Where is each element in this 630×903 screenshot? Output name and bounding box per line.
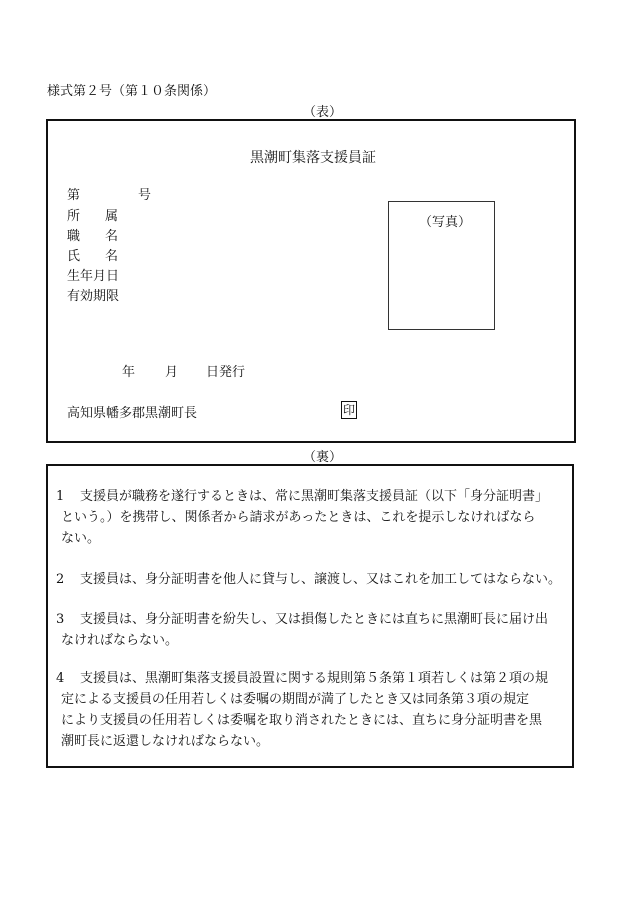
form-title: 様式第２号（第１０条関係） [47,84,217,99]
back-item-line: ない。 [61,531,101,546]
back-item-line: 支援員は、黒潮町集落支援員設置に関する規則第５条第１項若しくは第２項の規 [80,671,549,686]
back-item-line: により支援員の任用若しくは委嘱を取り消されたときには、直ちに身分証明書を黒 [61,713,543,728]
back-item-1 [56,486,566,549]
issue-month: 月 [165,365,179,380]
card-back [46,464,574,768]
back-item-line: 定による支援員の任用若しくは委嘱の期間が満了したとき又は同条第３項の規定 [61,692,530,707]
card-number-prefix: 第 [67,188,81,203]
field-affiliation-char-1: 所 [67,209,81,224]
field-affiliation-char-2: 属 [105,209,119,224]
back-item-4 [56,668,566,752]
field-expiry: 有効期限 [67,289,120,304]
back-item-line: 支援員は、身分証明書を紛失し、又は損傷したときには直ちに黒潮町長に届け出 [80,612,549,627]
issuer: 高知県幡多郡黒潮町長 [67,406,198,421]
card-title: 黒潮町集落支援員証 [250,150,376,166]
back-item-number: 1 [56,489,65,504]
photo-frame [388,201,495,330]
back-item-line: なければならない。 [61,633,179,648]
field-birthdate: 生年月日 [67,269,120,284]
back-item-number: 4 [56,671,65,686]
issue-day: 日発行 [206,365,246,380]
field-position-char-2: 名 [105,229,119,244]
field-name-char-2: 名 [105,249,119,264]
front-label: （表） [303,105,343,120]
back-item-number: 2 [56,572,65,587]
field-position-char-1: 職 [67,229,81,244]
field-name-char-1: 氏 [67,249,81,264]
photo-label: （写真） [419,215,472,230]
back-item-line: 潮町長に返還しなければならない。 [61,734,270,749]
back-item-2 [56,569,566,590]
card-number-suffix: 号 [138,188,152,203]
issue-year: 年 [122,365,136,380]
back-item-line: 支援員が職務を遂行するときは、常に黒潮町集落支援員証（以下「身分証明書」 [80,489,549,504]
back-item-line: 支援員は、身分証明書を他人に貸与し、譲渡し、又はこれを加工してはならない。 [80,572,562,587]
seal-mark: 印 [342,403,355,417]
back-item-3 [56,609,566,651]
back-label: （裏） [303,450,343,465]
back-item-line: という。）を携帯し、関係者から請求があったときは、これを提示しなければなら [61,510,536,525]
back-item-number: 3 [56,612,65,627]
card-front [46,119,576,443]
